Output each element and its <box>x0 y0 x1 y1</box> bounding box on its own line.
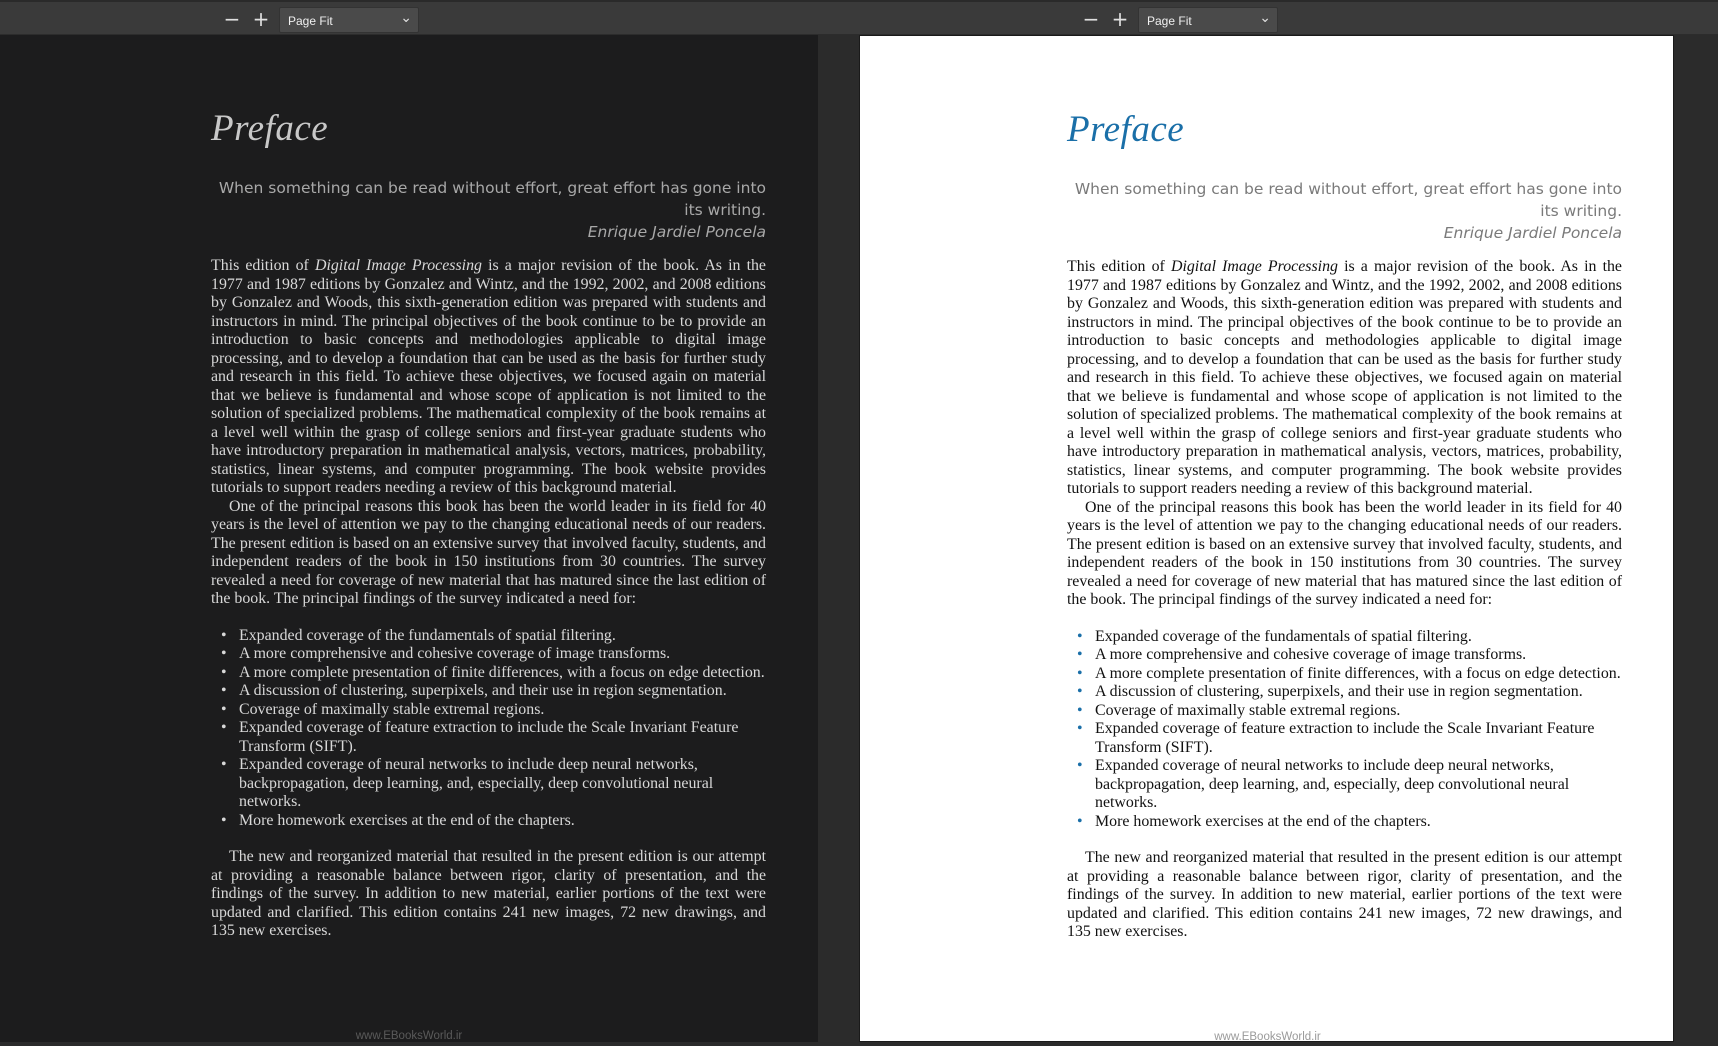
epigraph-quote: When something can be read without effort, great effort has gone into its writing. <box>1074 180 1622 220</box>
list-item <box>211 664 766 683</box>
list-item <box>1067 628 1622 647</box>
viewer-background <box>1674 35 1718 1046</box>
bullet-icon: • <box>1077 664 1083 682</box>
bullet-icon: • <box>221 626 227 644</box>
bullet-icon: • <box>1077 646 1083 663</box>
epigraph <box>206 177 766 243</box>
findings-list <box>211 627 766 831</box>
list-item-text: A discussion of clustering, superpixels, and their use in region segmentation. <box>1095 683 1583 700</box>
bullet-icon: • <box>221 811 227 829</box>
zoom-mode-label: Page Fit <box>288 14 333 28</box>
body-text <box>1067 258 1622 942</box>
zoom-in-button[interactable]: + <box>1111 7 1129 31</box>
zoom-in-button[interactable]: + <box>252 7 270 31</box>
paragraph-1 <box>211 257 766 498</box>
paragraph-1-rest: is a major revision of the book. As in the 1977 and 1987 editions by Gonzalez and Wintz, and the 1992, 2002, and 2008 editions by Gonzalez and Woods, this sixth-generation edition was prepared with students and instructors in mind. The principal objectives of the book continue to be to provide an introduction to basic concepts and methodologies applicable to digital image processing, and to develop a foundation that can be used as the basis for further study and research in this field. To achieve these objectives, we focused again on material that we believe is fundamental and whose scope of application is not limited to the solution of specialized problems. The mathematical complexity of the book remains at a level well within the grasp of college seniors and first-year graduate students who have introductory preparation in mathematical analysis, vectors, matrices, probability, statistics, linear systems, and computer programming. The book website provides tutorials to support readers needing a review of this background material. <box>1067 258 1622 497</box>
bullet-icon: • <box>221 663 227 681</box>
list-item-text: Expanded coverage of the fundamentals of spatial filtering. <box>239 626 616 644</box>
epigraph-author: Enrique Jardiel Poncela <box>587 223 766 241</box>
right-toolbar <box>859 0 1718 35</box>
list-item-text: Expanded coverage of feature extraction to include the Scale Invariant Feature Transform (SIFT). <box>1095 720 1595 756</box>
list-item <box>211 682 766 701</box>
page-title: Preface <box>211 108 329 149</box>
list-item <box>211 627 766 646</box>
list-item-text: Expanded coverage of feature extraction to include the Scale Invariant Feature Transform (SIFT). <box>239 719 739 755</box>
list-item <box>1067 813 1622 832</box>
list-item <box>211 812 766 831</box>
list-item-text: Expanded coverage of the fundamentals of spatial filtering. <box>1095 627 1472 645</box>
bullet-icon: • <box>221 645 227 662</box>
bullet-icon: • <box>221 700 227 718</box>
page-footer-watermark: www.EBooksWorld.ir <box>355 1030 463 1042</box>
zoom-out-button[interactable]: − <box>1082 7 1100 31</box>
list-item-text: A more complete presentation of finite differences, with a focus on edge detection. <box>239 663 765 681</box>
list-item-text: Expanded coverage of neural networks to include deep neural networks, backpropagation, deep learning, and, especially, deep convolutional neural networks. <box>1095 757 1570 811</box>
paragraph-3: The new and reorganized material that resulted in the present edition is our attempt at providing a reasonable balance between rigor, clarity of presentation, and the findings of the survey. In addition to new material, earlier portions of the text were updated and clarified. This edition contains 241 new images, 72 new drawings, and 135 new exercises. <box>211 848 766 939</box>
epigraph-quote: When something can be read without effort, great effort has gone into its writing. <box>218 179 766 219</box>
viewer-background <box>818 35 859 1046</box>
body-text <box>211 257 766 941</box>
zoom-mode-select[interactable] <box>279 7 419 33</box>
document-page-dark <box>0 35 818 1042</box>
paragraph-1-rest: is a major revision of the book. As in the 1977 and 1987 editions by Gonzalez and Wintz, and the 1992, 2002, and 2008 editions by Gonzalez and Woods, this sixth-generation edition was prepared with students and instructors in mind. The principal objectives of the book continue to be to provide an introduction to basic concepts and methodologies applicable to digital image processing, and to develop a foundation that can be used as the basis for further study and research in this field. To achieve these objectives, we focused again on material that we believe is fundamental and whose scope of application is not limited to the solution of specialized problems. The mathematical complexity of the book remains at a level well within the grasp of college seniors and first-year graduate students who have introductory preparation in mathematical analysis, vectors, matrices, probability, statistics, linear systems, and computer programming. The book website provides tutorials to support readers needing a review of this background material. <box>211 257 766 496</box>
list-item <box>1067 646 1622 665</box>
zoom-mode-select[interactable] <box>1138 7 1278 33</box>
bullet-icon: • <box>1077 720 1083 737</box>
bullet-icon: • <box>1077 757 1083 774</box>
book-title: Digital Image Processing <box>314 257 482 274</box>
list-item-text: Coverage of maximally stable extremal regions. <box>239 700 545 718</box>
findings-list <box>1067 628 1622 832</box>
book-title: Digital Image Processing <box>1170 258 1338 275</box>
bullet-icon: • <box>221 719 227 736</box>
list-item <box>1067 720 1622 757</box>
list-item <box>1067 757 1622 813</box>
list-item <box>1067 665 1622 684</box>
list-item <box>1067 702 1622 721</box>
bullet-icon: • <box>1077 701 1083 719</box>
page-title: Preface <box>1067 109 1185 150</box>
bullet-icon: • <box>221 682 227 699</box>
page-footer-watermark: www.EBooksWorld.ir <box>1214 1031 1321 1043</box>
list-item <box>211 756 766 812</box>
paragraph-1 <box>1067 258 1622 499</box>
chevron-down-icon: ⌄ <box>400 10 412 26</box>
list-item-text: A more comprehensive and cohesive coverage of image transforms. <box>239 645 671 662</box>
list-item-text: A more comprehensive and cohesive coverage of image transforms. <box>1095 646 1527 663</box>
bullet-icon: • <box>1077 812 1083 830</box>
document-page-light <box>859 35 1674 1042</box>
list-item-text: More homework exercises at the end of the chapters. <box>239 811 575 829</box>
paragraph-1-start: This edition of <box>211 257 315 274</box>
left-toolbar <box>0 0 859 35</box>
chevron-down-icon: ⌄ <box>1259 10 1271 26</box>
bullet-icon: • <box>221 756 227 773</box>
bullet-icon: • <box>1077 627 1083 645</box>
paragraph-2: One of the principal reasons this book has been the world leader in its field for 40 years is the level of attention we pay to the changing educational needs of our readers. The present edition is based on an extensive survey that involved faculty, students, and independent readers of the book in 150 institutions from 30 countries. The survey revealed a need for coverage of new material that has matured since the last edition of the book. The principal findings of the survey indicated a need for: <box>211 497 766 607</box>
list-item-text: Coverage of maximally stable extremal regions. <box>1095 701 1401 719</box>
paragraph-2: One of the principal reasons this book has been the world leader in its field for 40 years is the level of attention we pay to the changing educational needs of our readers. The present edition is based on an extensive survey that involved faculty, students, and independent readers of the book in 150 institutions from 30 countries. The survey revealed a need for coverage of new material that has matured since the last edition of the book. The principal findings of the survey indicated a need for: <box>1067 498 1622 608</box>
list-item <box>1067 683 1622 702</box>
epigraph-author: Enrique Jardiel Poncela <box>1443 224 1622 242</box>
list-item <box>211 719 766 756</box>
paragraph-1-start: This edition of <box>1067 258 1171 275</box>
zoom-mode-label: Page Fit <box>1147 14 1192 28</box>
right-viewer-pane <box>859 0 1718 1046</box>
list-item-text: Expanded coverage of neural networks to include deep neural networks, backpropagation, deep learning, and, especially, deep convolutional neural networks. <box>239 756 714 810</box>
list-item-text: More homework exercises at the end of the chapters. <box>1095 812 1431 830</box>
bullet-icon: • <box>1077 683 1083 700</box>
paragraph-3: The new and reorganized material that resulted in the present edition is our attempt at providing a reasonable balance between rigor, clarity of presentation, and the findings of the survey. In addition to new material, earlier portions of the text were updated and clarified. This edition contains 241 new images, 72 new drawings, and 135 new exercises. <box>1067 849 1622 940</box>
zoom-out-button[interactable]: − <box>223 7 241 31</box>
list-item-text: A discussion of clustering, superpixels, and their use in region segmentation. <box>239 682 727 699</box>
list-item <box>211 645 766 664</box>
list-item <box>211 701 766 720</box>
list-item-text: A more complete presentation of finite differences, with a focus on edge detection. <box>1095 664 1621 682</box>
epigraph <box>1062 178 1622 244</box>
